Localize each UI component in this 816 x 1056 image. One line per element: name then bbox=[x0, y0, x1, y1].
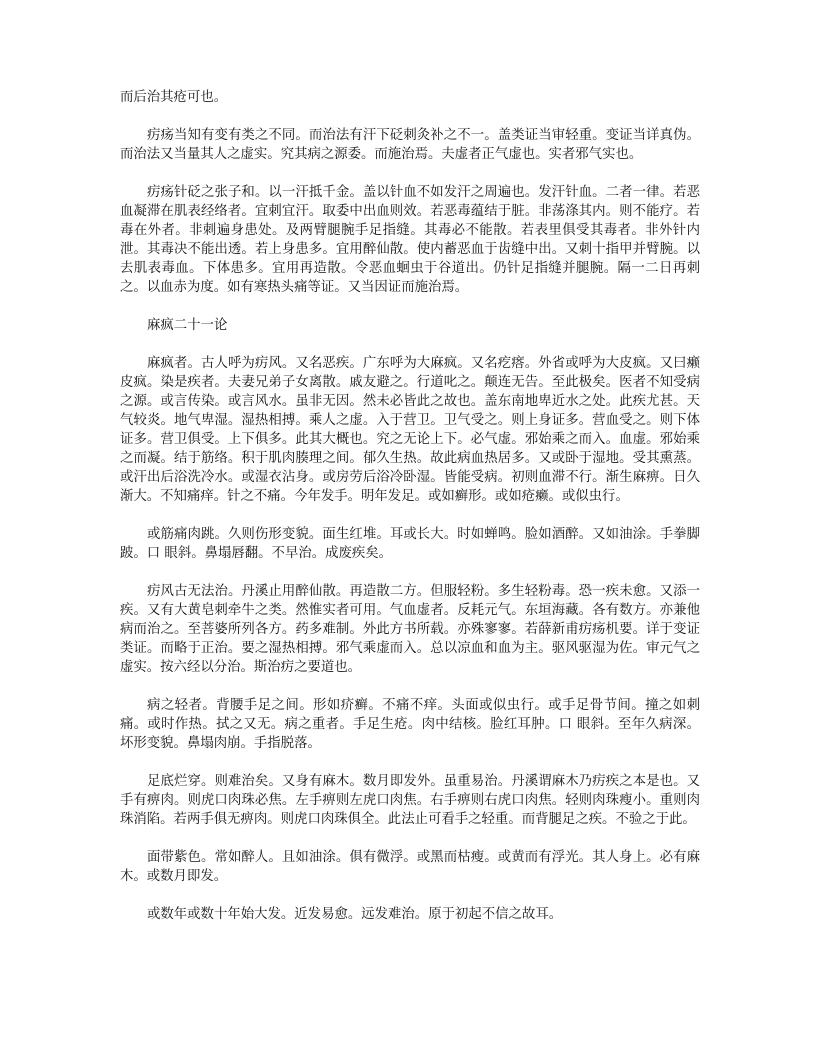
paragraph-severity: 病之轻者。背腰手足之间。形如疥癣。不痛不痒。头面或似虫行。或手足骨节间。撞之如刺痛。或时作热。拭之又无。病之重者。手足生疮。肉中结核。脸红耳肿。口 眼斜。至年久病深。坏形变貌。鼻塌肉崩。手指脱落。 bbox=[120, 698, 700, 751]
paragraph-prognosis: 足底烂穿。则难治矣。又身有麻木。数月即发外。虽重易治。丹溪谓麻木乃疠疾之本是也。又手有痹肉。则虎口肉珠必焦。左手痹则左虎口肉焦。右手痹则右虎口肉焦。轻则肉珠瘦小。重则肉珠消陷。若两手俱无痹肉。则虎口肉珠俱全。此法止可看手之轻重。而背腿足之疾。不验之于此。 bbox=[120, 774, 700, 827]
section-heading: 麻疯二十一论 bbox=[147, 318, 228, 333]
paragraph-acupuncture: 疠疡针砭之张子和。以一汗抵千金。盖以针血不如发汗之周遍也。发汗针血。二者一律。若恶血凝滞在肌表经络者。宜刺宜汗。取委中出血则效。若恶毒蕴结于脏。非荡涤其内。则不能疗。若毒在外者。非刺遍身患处。及两臂腿腕手足指缝。其毒必不能散。若表里俱受其毒者。非外针内泄。其毒决不能出透。若上身患多。宜用醉仙散。使内蓄恶血于齿缝中出。又刺十指甲并臂腕。以去肌表毒血。下体患多。宜用再造散。令恶血蛔虫于谷道出。仍针足指缝并腿腕。隔一二日再刺之。以血赤为度。如有寒热头痛等证。又当因证而施治焉。 bbox=[120, 185, 700, 295]
document-page bbox=[120, 88, 700, 943]
paragraph-continuation: 而后治其疮可也。 bbox=[120, 90, 228, 105]
paragraph-introduction: 麻疯者。古人呼为疠风。又名恶疾。广东呼为大麻疯。又名疙瘩。外省或呼为大皮疯。又曰癞皮疯。染是疾者。夫妻兄弟子女离散。戚友避之。行道叱之。颠连无告。至此极矣。医者不知受病之源。或言传染。或言风水。虽非无因。然未必皆此之故也。盖东南地卑近水之处。此疾尤甚。天气较炎。地气卑湿。湿热相搏。乘人之虚。入于营卫。卫气受之。则上身证多。营血受之。则下体证多。营卫俱受。上下俱多。此其大概也。究之无论上下。必气虚。邪始乘之而入。血虚。邪始乘之而凝。结于筋络。积于肌肉腠理之间。郁久生热。故此病血热居多。又或卧于湿地。受其熏蒸。或汗出后浴洗冷水。或湿衣沾身。或房劳后浴冷卧湿。皆能受病。初则血滞不行。渐生麻痹。日久渐大。不知痛痒。针之不痛。今年发手。明年发足。或如癣形。或如疮癞。或似虫行。 bbox=[120, 356, 700, 504]
paragraph-face-signs: 面带紫色。常如醉人。且如油涂。俱有微浮。或黑而枯瘦。或黄而有浮光。其人身上。必有麻木。或数月即发。 bbox=[120, 850, 700, 884]
paragraph-symptoms: 或筋痛肉跳。久则伤形变貌。面生红堆。耳或长大。时如蝉鸣。脸如酒醉。又如油涂。手拳脚跛。口 眼斜。鼻塌唇翻。不早治。成废疾矣。 bbox=[120, 527, 700, 561]
paragraph-treatment-history: 疠风古无法治。丹溪止用醉仙散。再造散二方。但服轻粉。多生轻粉毒。恐一疾未愈。又添一疾。又有大黄皂刺牵牛之类。然惟实者可用。气血虚者。反耗元气。东垣海藏。各有数方。亦兼他病而治之。至菩婆所列各方。药多难制。外此方书所载。亦殊寥寥。若薛新甫疠疡机要。详于变证类证。而略于正治。要之湿热相搏。邪气乘虚而入。总以凉血和血为主。驱风驱湿为佐。审元气之虚实。按六经以分治。斯治疠之要道也。 bbox=[120, 584, 700, 675]
paragraph-variants: 疠疡当知有变有类之不同。而治法有汗下砭刺灸补之不一。盖类证当审轻重。变证当详真伪。而治法又当量其人之虚实。究其病之源委。而施治焉。夫虚者正气虚也。实者邪气实也。 bbox=[120, 128, 700, 162]
paragraph-onset: 或数年或数十年始大发。近发易愈。远发难治。原于初起不信之故耳。 bbox=[147, 907, 563, 922]
